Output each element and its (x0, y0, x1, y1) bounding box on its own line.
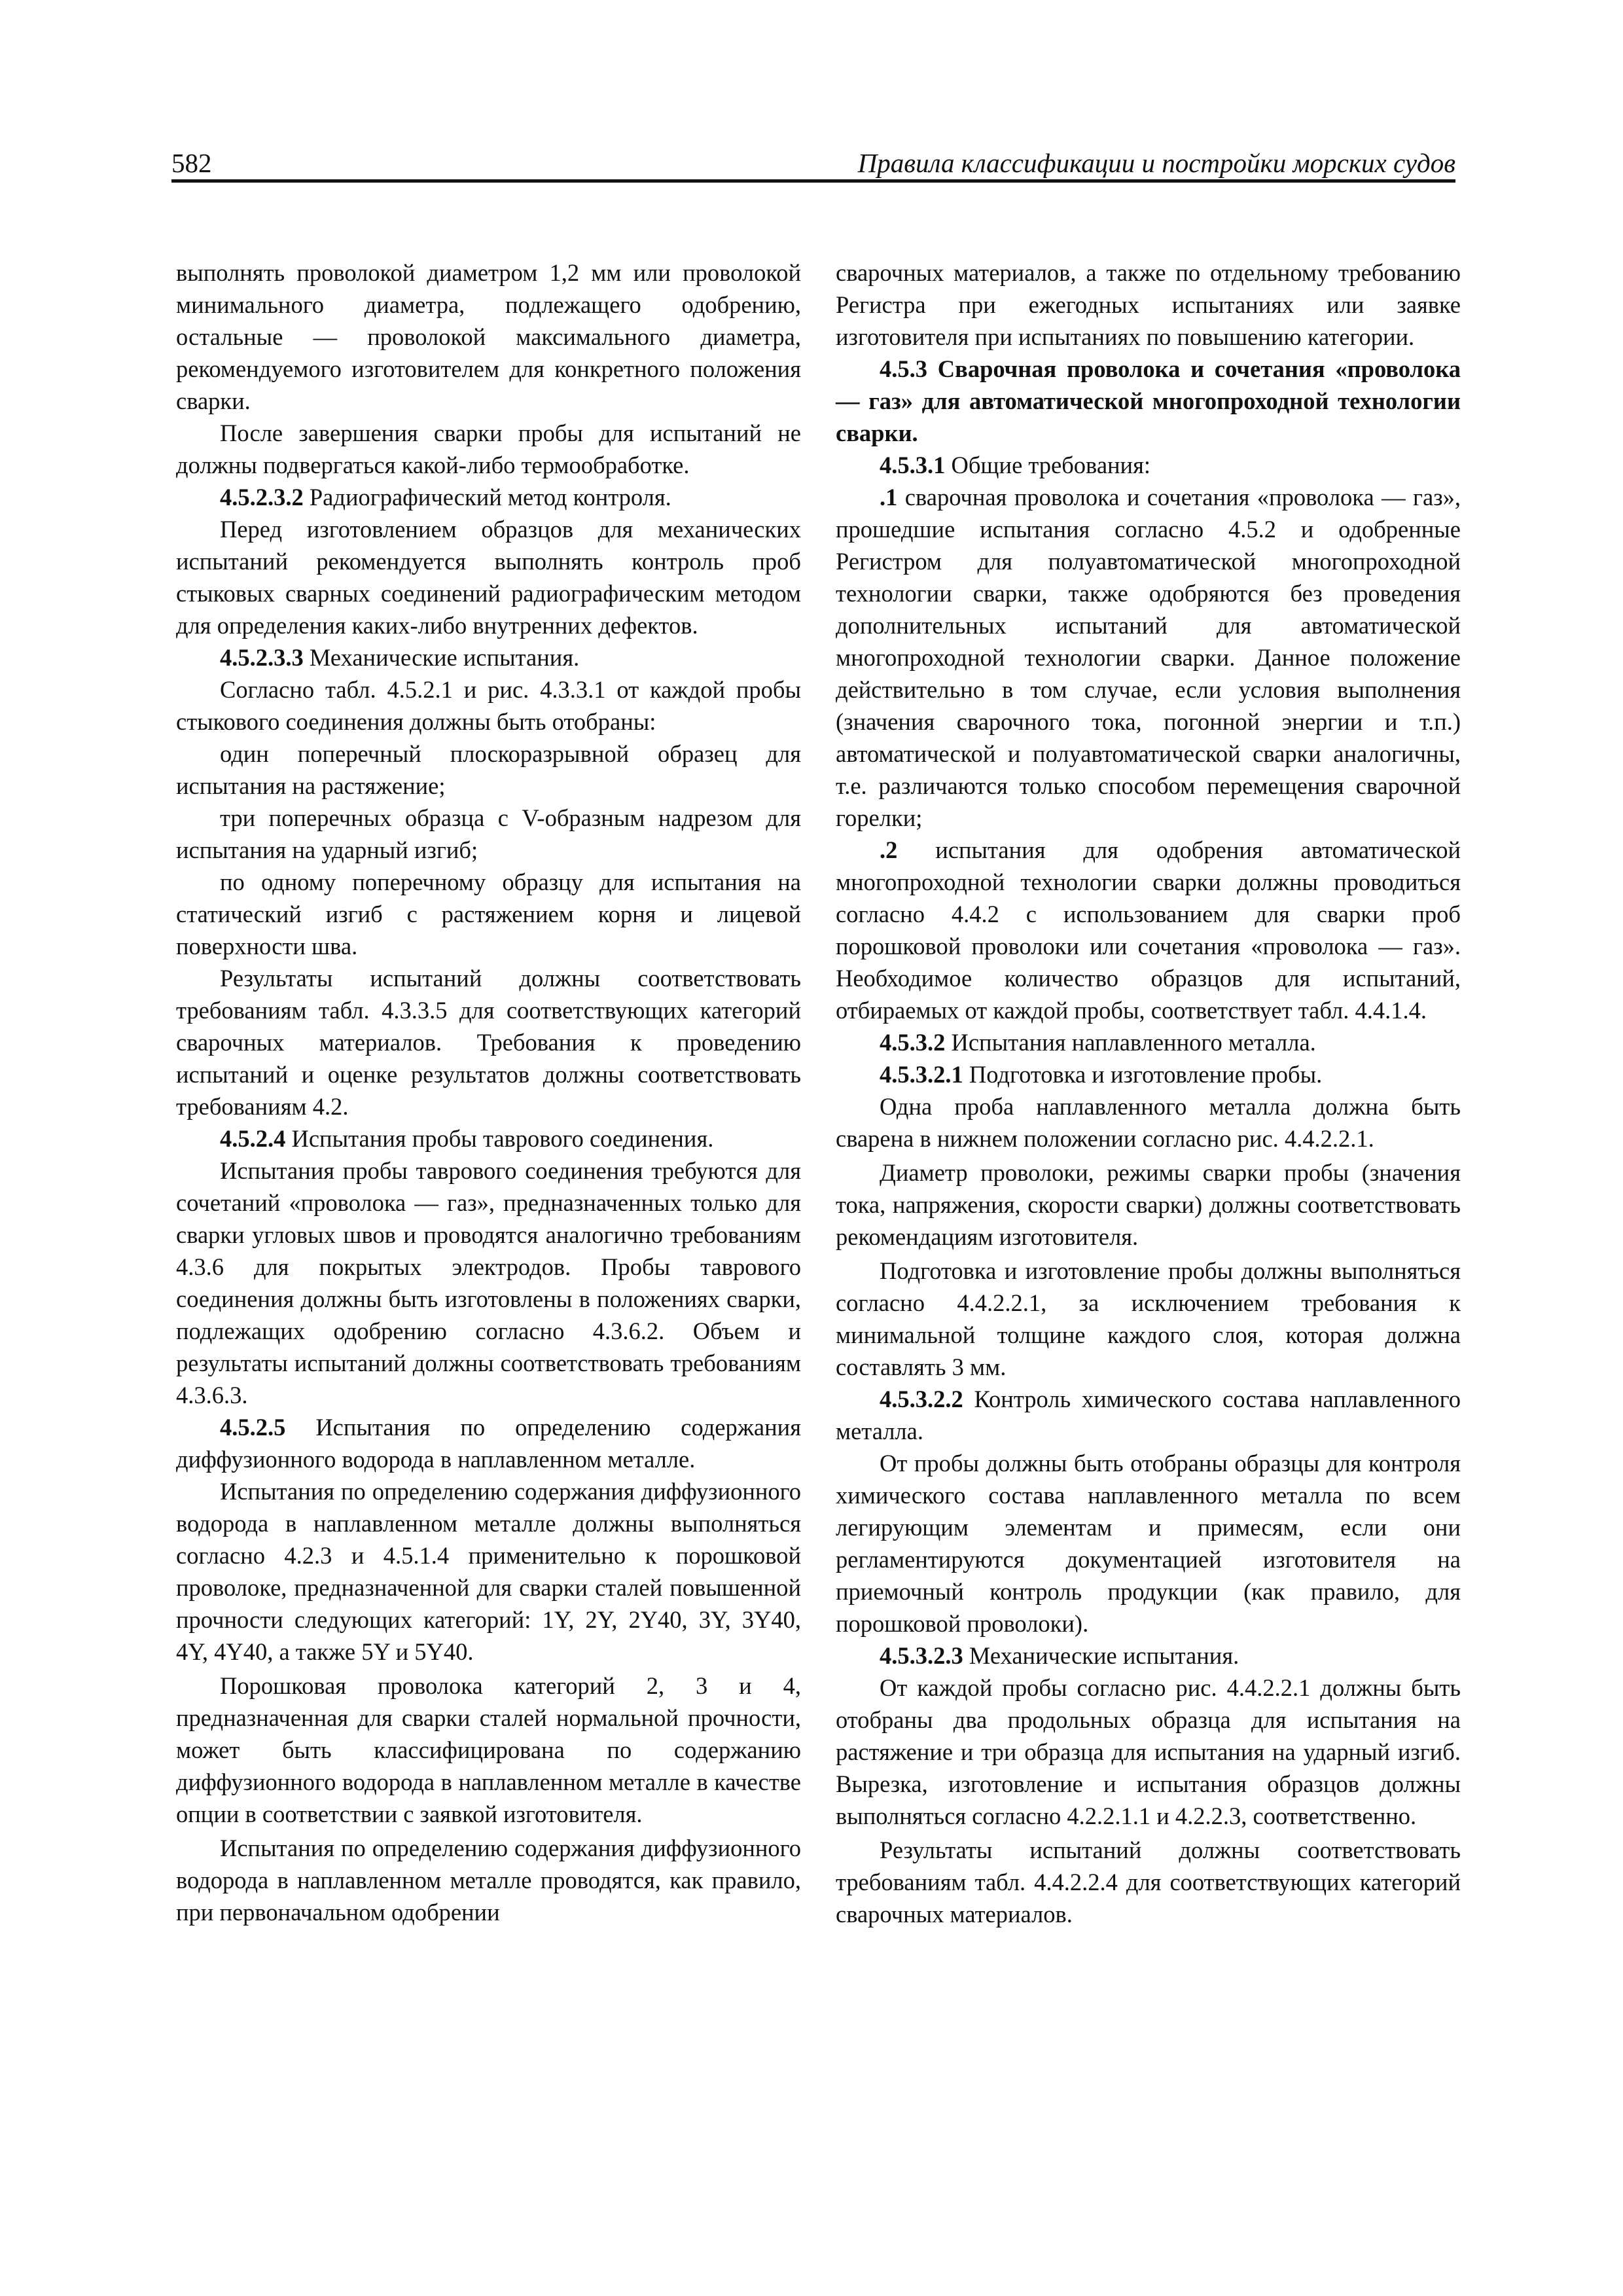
section-heading: 4.5.3 Сварочная проволока и сочетания «проволока — газ» для автоматической многопроходной технологии сварки. (836, 355, 1461, 446)
item-number: .2 (880, 836, 898, 863)
clause-number: 4.5.2.5 (220, 1414, 286, 1441)
clause-number: 4.5.3.2.3 (880, 1642, 963, 1669)
paragraph: Испытания по определению содержания диффузионного водорода в наплавленном металле должны выполняться согласно 4.2.3 и 4.5.1.4 применительно к порошковой проволоке, предназначенной для сварки сталей повышенной прочности следующих категорий: 1Y, 2Y, 2Y40, 3Y, 3Y40, 4Y, 4Y40, а также 5Y и 5Y40. (176, 1478, 801, 1665)
paragraph: Согласно табл. 4.5.2.1 и рис. 4.3.3.1 от каждой пробы стыкового соединения должны быть отобраны: (176, 676, 801, 735)
paragraph: Результаты испытаний должны соответствовать требованиям табл. 4.4.2.2.4 для соответствующих категорий сварочных материалов. (836, 1837, 1461, 1928)
paragraph: Одна проба наплавленного металла должна быть сварена в нижнем положении согласно рис. 4.4.2.2.1. (836, 1093, 1461, 1152)
paragraph-continuation: выполнять проволокой диаметром 1,2 мм или проволокой минимального диаметра, подлежащего одобрению, остальные — проволокой максимального диаметра, рекомендуемого изготовителем для конкретного положения сварки. (176, 259, 801, 414)
clause-number: 4.5.3.1 (880, 452, 946, 478)
running-header (171, 145, 1455, 181)
clause-heading: 4.5.3.2.1 Подготовка и изготовление пробы. (880, 1061, 1323, 1088)
running-title: Правила классификации и постройки морских судов (857, 148, 1455, 178)
list-item: .1 сварочная проволока и сочетания «проволока — газ», прошедшие испытания согласно 4.5.2 и одобренные Регистром для полуавтоматической многопроходной технологии сварки, также одобряются без проведения дополнительных испытаний для автоматической многопроходной технологии сварки. Данное положение действительно в том случае, если условия выполнения (значения сварочного тока, погонной энергии и т.п.) автоматической и полуавтоматической сварки аналогичны, т.е. различаются только способом перемещения сварочной горелки; (836, 484, 1461, 831)
paragraph: После завершения сварки пробы для испытаний не должны подвергаться какой-либо термообработке. (176, 420, 801, 478)
page-number: 582 (171, 148, 212, 178)
paragraph: Порошковая проволока категорий 2, 3 и 4, предназначенная для сварки сталей нормальной прочности, может быть классифицирована по содержанию диффузионного водорода в наплавленном металле в качестве опции в соответствии с заявкой изготовителя. (176, 1672, 801, 1827)
clause-number: 4.5.2.4 (220, 1125, 286, 1152)
clause-heading: 4.5.3.1 Общие требования: (880, 452, 1151, 478)
clause-heading: 4.5.2.3.2 Радиографический метод контроля. (220, 484, 671, 511)
list-item: три поперечных образца с V-образным надрезом для испытания на ударный изгиб; (176, 804, 801, 863)
paragraph: Диаметр проволоки, режимы сварки пробы (значения тока, напряжения, скорости сварки) должны соответствовать рекомендациям изготовителя. (836, 1159, 1461, 1250)
paragraph: Испытания пробы таврового соединения требуются для сочетаний «проволока — газ», предназначенных только для сварки угловых швов и проводятся аналогично требованиям 4.3.6 для покрытых электродов. Пробы таврового соединения должны быть изготовлены в положениях сварки, подлежащих одобрению согласно 4.3.6.2. Объем и результаты испытаний должны соответствовать требованиям 4.3.6.3. (176, 1157, 801, 1408)
clause-heading: 4.5.3.2.3 Механические испытания. (880, 1642, 1240, 1669)
clause-heading: 4.5.2.4 Испытания пробы таврового соединения. (220, 1125, 714, 1152)
clause-number: 4.5.2.3.2 (220, 484, 304, 511)
clause-number: 4.5.2.3.3 (220, 644, 304, 671)
left-column (176, 257, 801, 1928)
paragraph: Перед изготовлением образцов для механических испытаний рекомендуется выполнять контроль проб стыковых сварных соединений радиографическим методом для определения каких-либо внутренних дефектов. (176, 516, 801, 639)
clause-number: 4.5.3.2 (880, 1029, 946, 1056)
list-item: .2 испытания для одобрения автоматической многопроходной технологии сварки должны проводиться согласно 4.4.2 с использованием для сварки проб порошковой проволоки или сочетания «проволока — газ». Необходимое количество образцов для испытаний, отбираемых от каждой пробы, соответствует табл. 4.4.1.4. (836, 836, 1461, 1024)
paragraph: Результаты испытаний должны соответствовать требованиям табл. 4.3.3.5 для соответствующих категорий сварочных материалов. Требования к проведению испытаний и оценке результатов должны соответствовать требованиям 4.2. (176, 965, 801, 1120)
clause-number: 4.5.3.2.1 (880, 1061, 963, 1088)
clause-heading: 4.5.3.2.2 Контроль химического состава наплавленного металла. (836, 1386, 1461, 1444)
paragraph: Подготовка и изготовление пробы должны выполняться согласно 4.4.2.2.1, за исключением требования к минимальной толщине каждого слоя, которая должна составлять 3 мм. (836, 1257, 1461, 1380)
clause-heading: 4.5.2.3.3 Механические испытания. (220, 644, 580, 671)
list-item: по одному поперечному образцу для испытания на статический изгиб с растяжением корня и лицевой поверхности шва. (176, 869, 801, 960)
right-column (836, 257, 1461, 1930)
item-number: .1 (880, 484, 898, 511)
paragraph-continuation: сварочных материалов, а также по отдельному требованию Регистра при ежегодных испытаниях или заявке изготовителя при испытаниях по повышению категории. (836, 259, 1461, 350)
header-rule (171, 179, 1455, 183)
clause-number: 4.5.3.2.2 (880, 1386, 963, 1412)
paragraph: Испытания по определению содержания диффузионного водорода в наплавленном металле проводятся, как правило, при первоначальном одобрении (176, 1835, 801, 1926)
paragraph: От каждой пробы согласно рис. 4.4.2.2.1 должны быть отобраны два продольных образца для испытания на растяжение и три образца для испытания на ударный изгиб. Вырезка, изготовление и испытания образцов должны выполняться согласно 4.2.2.1.1 и 4.2.2.3, соответственно. (836, 1674, 1461, 1829)
clause-heading: 4.5.3.2 Испытания наплавленного металла. (880, 1029, 1316, 1056)
paragraph: От пробы должны быть отобраны образцы для контроля химического состава наплавленного металла по всем легирующим элементам и примесям, если они регламентируются документацией изготовителя на приемочный контроль продукции (как правило, для порошковой проволоки). (836, 1450, 1461, 1637)
list-item: один поперечный плоскоразрывной образец для испытания на растяжение; (176, 740, 801, 799)
clause-heading: 4.5.2.5 Испытания по определению содержания диффузионного водорода в наплавленном металле. (176, 1414, 801, 1473)
